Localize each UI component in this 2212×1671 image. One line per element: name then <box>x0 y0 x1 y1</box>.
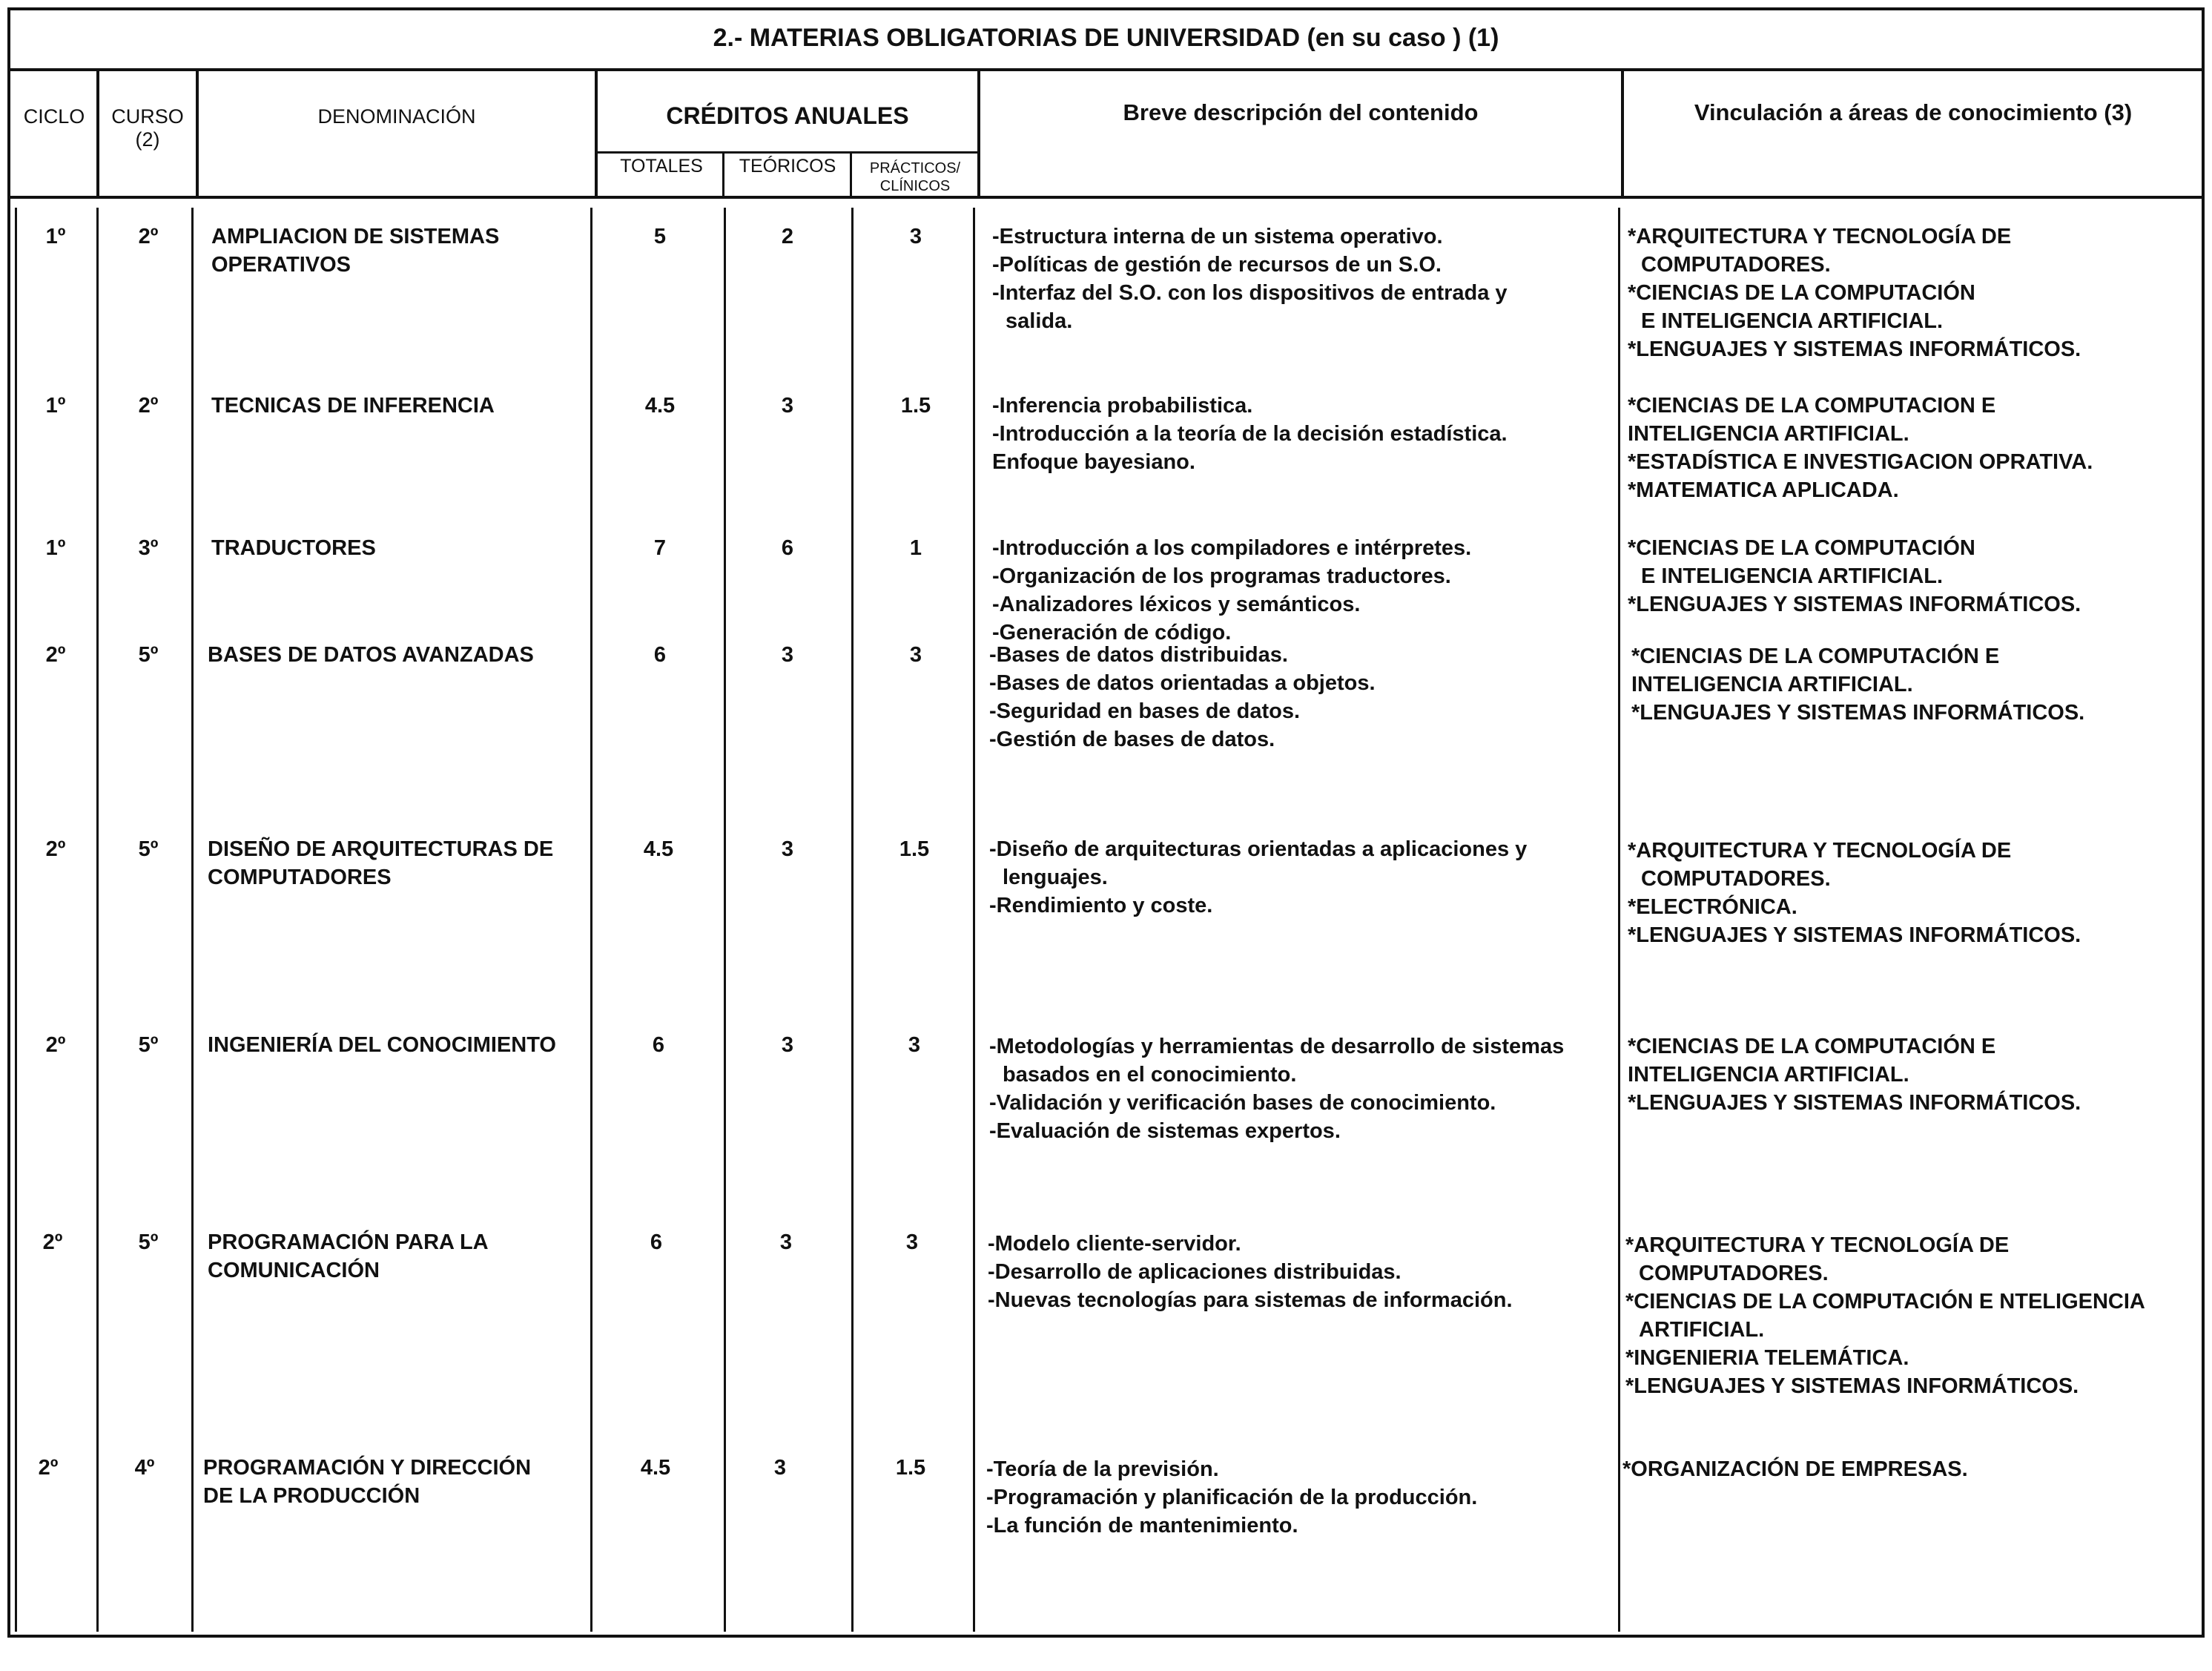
row-4-totales: 6 <box>653 643 667 667</box>
row-5-teoricos: 3 <box>781 837 794 861</box>
header-divider <box>722 153 724 199</box>
row-3-ciclo: 1º <box>45 536 66 560</box>
row-7-teoricos: 3 <box>779 1230 793 1254</box>
header-ciclo: CICLO <box>23 105 85 128</box>
row-3-descripcion: -Introducción a los compiladores e intérpretes. -Organización de los programas traductores. -Analizadores léxicos y semánticos. -Generación de código. <box>992 536 1472 645</box>
header-divider <box>977 71 980 199</box>
row-2-practicos: 1.5 <box>900 394 931 418</box>
row-4-areas: *CIENCIAS DE LA COMPUTACIÓN E INTELIGENCIA ARTIFICIAL. *LENGUAJES Y SISTEMAS INFORMÁTICOS. <box>1631 645 2085 725</box>
row-6-ciclo: 2º <box>45 1033 66 1057</box>
row-8-descripcion: -Teoría de la previsión. -Programación y planificación de la producción. -La función de mantenimiento. <box>986 1457 1478 1537</box>
header-divider <box>850 153 852 199</box>
row-4-curso: 5º <box>138 643 159 667</box>
row-6-practicos: 3 <box>908 1033 921 1057</box>
column-line <box>590 208 592 1632</box>
row-5-areas: *ARQUITECTURA Y TECNOLOGÍA DE COMPUTADORES. *ELECTRÓNICA. *LENGUAJES Y SISTEMAS INFORMÁTICOS. <box>1628 839 2081 947</box>
row-6-areas: *CIENCIAS DE LA COMPUTACIÓN E INTELIGENCIA ARTIFICIAL. *LENGUAJES Y SISTEMAS INFORMÁTICOS. <box>1628 1035 2081 1115</box>
row-3-curso: 3º <box>138 536 159 560</box>
row-5-totales: 4.5 <box>643 837 674 861</box>
header-creditos-anuales: CRÉDITOS ANUALES <box>666 102 909 129</box>
row-5-practicos: 1.5 <box>899 837 930 861</box>
header-divider <box>595 71 598 199</box>
row-3-practicos: 1 <box>909 536 922 560</box>
header-denominacion: DENOMINACIÓN <box>317 105 476 128</box>
row-2-descripcion: -Inferencia probabilistica. -Introducción a la teoría de la decisión estadística. Enfoque bayesiano. <box>992 394 1508 474</box>
row-7-descripcion: -Modelo cliente-servidor. -Desarrollo de aplicaciones distribuidas. -Nuevas tecnologías para sistemas de información. <box>988 1232 1513 1312</box>
row-1-areas: *ARQUITECTURA Y TECNOLOGÍA DE COMPUTADORES. *CIENCIAS DE LA COMPUTACIÓN E INTELIGENCIA ARTIFICIAL. *LENGUAJES Y SISTEMAS INFORMÁTICOS. <box>1628 225 2081 361</box>
header-vinculacion: Vinculación a áreas de conocimiento (3) <box>1694 99 2133 125</box>
header-descripcion: Breve descripción del contenido <box>1123 99 1479 125</box>
row-2-areas: *CIENCIAS DE LA COMPUTACION E INTELIGENCIA ARTIFICIAL. *ESTADÍSTICA E INVESTIGACION OPRATIVA. *MATEMATICA APLICADA. <box>1628 394 2093 502</box>
row-2-denominacion: TECNICAS DE INFERENCIA <box>211 394 495 418</box>
row-1-totales: 5 <box>653 225 667 248</box>
header-practicos: PRÁCTICOS/ CLÍNICOS <box>869 160 961 194</box>
row-6-descripcion: -Metodologías y herramientas de desarrollo de sistemas basados en el conocimiento. -Validación y verificación bases de conocimiento. -Evaluación de sistemas expertos. <box>989 1035 1565 1143</box>
row-3-teoricos: 6 <box>781 536 794 560</box>
table-title: 2.- MATERIAS OBLIGATORIAS DE UNIVERSIDAD (en su caso ) (1) <box>7 7 2205 71</box>
header-teoricos: TEÓRICOS <box>739 156 836 177</box>
row-8-practicos: 1.5 <box>895 1456 926 1480</box>
row-1-descripcion: -Estructura interna de un sistema operativo. -Políticas de gestión de recursos de un S.O. -Interfaz del S.O. con los dispositivos de entrada y salida. <box>992 225 1508 333</box>
row-5-curso: 5º <box>138 837 159 861</box>
row-1-ciclo: 1º <box>45 225 66 248</box>
row-8-denominacion: PROGRAMACIÓN Y DIRECCIÓN DE LA PRODUCCIÓN <box>203 1456 532 1508</box>
column-line <box>724 208 726 1632</box>
row-2-ciclo: 1º <box>45 394 66 418</box>
row-4-denominacion: BASES DE DATOS AVANZADAS <box>208 643 534 667</box>
row-5-ciclo: 2º <box>45 837 66 861</box>
column-line <box>1618 208 1620 1632</box>
row-7-denominacion: PROGRAMACIÓN PARA LA COMUNICACIÓN <box>208 1230 489 1282</box>
header-bottom-line <box>7 196 2205 199</box>
row-2-totales: 4.5 <box>644 394 676 418</box>
row-8-curso: 4º <box>134 1456 155 1480</box>
row-2-teoricos: 3 <box>781 394 794 418</box>
header-curso: CURSO (2) <box>111 105 184 151</box>
header-divider <box>196 71 199 199</box>
row-3-areas: *CIENCIAS DE LA COMPUTACIÓN E INTELIGENCIA ARTIFICIAL. *LENGUAJES Y SISTEMAS INFORMÁTICOS. <box>1628 536 2081 616</box>
row-4-ciclo: 2º <box>45 643 66 667</box>
row-2-curso: 2º <box>138 394 159 418</box>
row-1-denominacion: AMPLIACION DE SISTEMAS OPERATIVOS <box>211 225 500 277</box>
row-4-practicos: 3 <box>909 643 922 667</box>
row-6-totales: 6 <box>652 1033 665 1057</box>
row-4-descripcion: -Bases de datos distribuidas. -Bases de datos orientadas a objetos. -Seguridad en bases de datos. -Gestión de bases de datos. <box>989 643 1376 751</box>
row-8-ciclo: 2º <box>38 1456 59 1480</box>
row-1-teoricos: 2 <box>781 225 794 248</box>
column-line <box>15 208 17 1632</box>
row-4-teoricos: 3 <box>781 643 794 667</box>
row-8-areas: *ORGANIZACIÓN DE EMPRESAS. <box>1622 1457 1968 1481</box>
row-1-practicos: 3 <box>909 225 922 248</box>
row-7-practicos: 3 <box>905 1230 919 1254</box>
row-6-denominacion: INGENIERÍA DEL CONOCIMIENTO <box>208 1033 556 1057</box>
column-line <box>851 208 854 1632</box>
column-line <box>191 208 194 1632</box>
column-line <box>973 208 975 1632</box>
row-7-totales: 6 <box>650 1230 663 1254</box>
creditos-sub-line <box>598 151 977 154</box>
row-6-curso: 5º <box>138 1033 159 1057</box>
column-line <box>96 208 99 1632</box>
header-divider <box>96 71 99 199</box>
row-8-teoricos: 3 <box>773 1456 787 1480</box>
row-7-areas: *ARQUITECTURA Y TECNOLOGÍA DE COMPUTADORES. *CIENCIAS DE LA COMPUTACIÓN E NTELIGENCIA ARTIFICIAL. *INGENIERIA TELEMÁTICA. *LENGUAJES Y SISTEMAS INFORMÁTICOS. <box>1625 1233 2145 1398</box>
row-1-curso: 2º <box>138 225 159 248</box>
row-8-totales: 4.5 <box>640 1456 671 1480</box>
row-3-totales: 7 <box>653 536 667 560</box>
row-3-denominacion: TRADUCTORES <box>211 536 376 560</box>
row-5-denominacion: DISEÑO DE ARQUITECTURAS DE COMPUTADORES <box>208 837 554 889</box>
header-totales: TOTALES <box>620 156 703 177</box>
row-6-teoricos: 3 <box>781 1033 794 1057</box>
row-7-curso: 5º <box>138 1230 159 1254</box>
row-7-ciclo: 2º <box>42 1230 63 1254</box>
header-divider <box>1621 71 1624 199</box>
row-5-descripcion: -Diseño de arquitecturas orientadas a aplicaciones y lenguajes. -Rendimiento y coste. <box>989 837 1528 917</box>
